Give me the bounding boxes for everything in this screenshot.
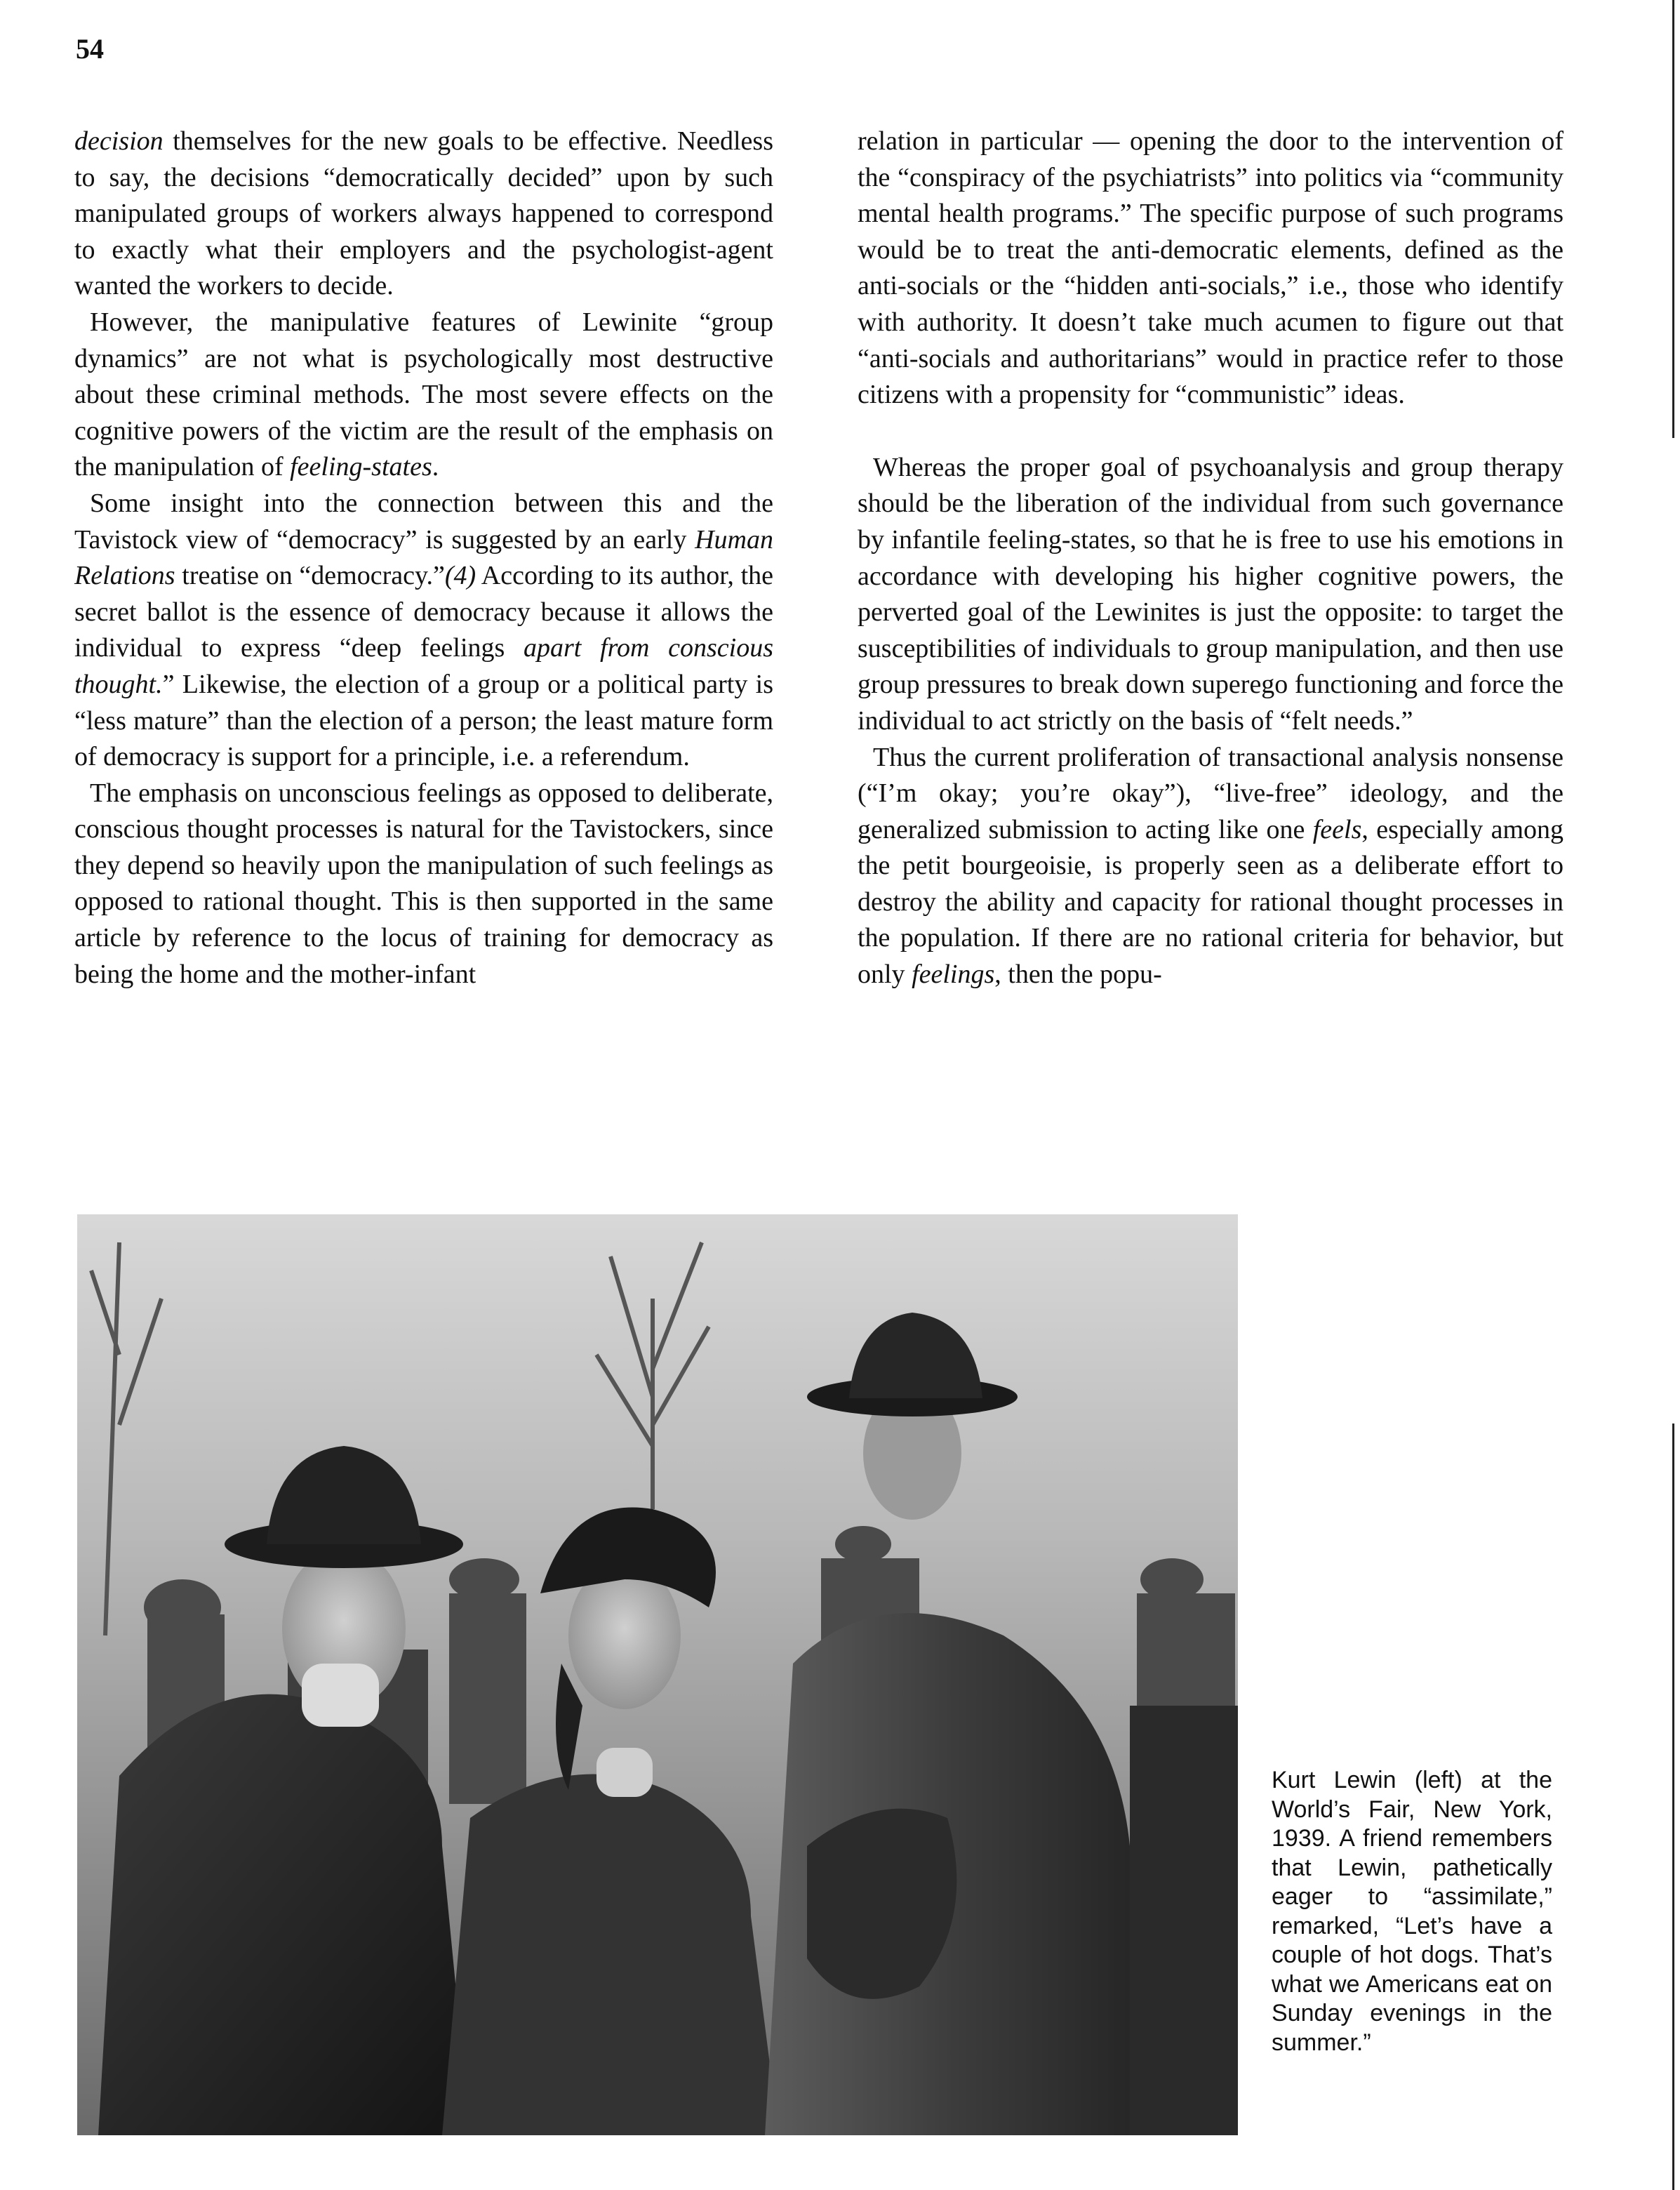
text-segment: , then the popu- <box>994 960 1162 990</box>
foreground-figure <box>1130 1706 1238 2135</box>
left-paragraph-4 <box>74 776 773 993</box>
text-segment: Whereas the proper goal of psychoanalysis and group therapy should be the liberation of the individual from such governance by infantile feeling-states, so that he is free to use his emotions in accordance with developing his higher cognitive powers, the perverted goal of the Lewinites is just the opposite: to target the susceptibilities of individuals to group manipulation, and then use group pressures to break down superego functioning and force the individual to act strictly on the basis of “felt needs.” <box>858 452 1564 736</box>
left-paragraph-1 <box>74 124 773 305</box>
text-segment: , especially among the petit bourgeoisie, is properly seen as a deliberate effort to destroy the ability and capacity for rational thought processes in the population. If there are no rational criteria for behavior, but only <box>858 814 1564 990</box>
left-paragraph-3 <box>74 486 773 776</box>
text-segment: relation in particular — opening the door to the intervention of the “conspiracy of the psychiatrists” into politics via “community mental health programs.” The specific purpose of such programs would be to treat the anti-democratic elements, defined as the anti-socials or the “hidden anti-socials,” i.e., those who identify with authority. It doesn’t take much acumen to figure out that “anti-socials and authoritarians” would in practice refer to those citizens with a propensity for “communistic” ideas. <box>858 126 1564 410</box>
right-column <box>858 124 1564 993</box>
page-number: 54 <box>76 33 104 65</box>
italic-text-segment: apart from conscious thought. <box>74 633 773 699</box>
italic-text-segment: decision <box>74 126 164 156</box>
left-column <box>74 124 773 993</box>
right-paragraph-3 <box>858 740 1564 993</box>
photograph-drawing <box>77 1214 1238 2135</box>
italic-text-segment: feels <box>1312 814 1362 844</box>
text-segment: Thus the current proliferation of transactional analysis nonsense (“I’m okay; you’re okay”), “live-free” ideology, and the generalized submission to acting like one <box>858 742 1564 844</box>
left-paragraph-2 <box>74 305 773 486</box>
text-segment: themselves for the new goals to be effective. Needless to say, the decisions “democratically decided” upon by such manipulated groups of workers always happened to correspond to exactly what their employers and the psychologist-agent wanted the workers to decide. <box>74 126 773 301</box>
text-segment: ” Likewise, the election of a group or a political party is “less mature” than the election of a person; the least mature form of democracy is support for a principle, i.e. a referendum. <box>74 669 773 772</box>
text-segment: The emphasis on unconscious feelings as opposed to deliberate, conscious thought processes is natural for the Tavistockers, since they depend so heavily upon the manipulation of such feelings as opposed to rational thought. This is then supported in the same article by reference to the locus of training for democracy as being the home and the mother-infant <box>74 778 773 989</box>
text-segment: Some insight into the connection between this and the Tavistock view of “democracy” is suggested by an early <box>74 488 773 555</box>
text-segment: However, the manipulative features of Lewinite “group dynamics” are not what is psychologically most destructive about these criminal methods. The most severe effects on the cognitive powers of the victim are the result of the emphasis on the manipulation of <box>74 307 773 482</box>
right-paragraph-1 <box>858 124 1564 413</box>
text-segment: . <box>432 452 439 482</box>
text-segment: According to its author, the secret ballot is the essence of democracy because it allows the individual to express “deep feelings <box>74 561 773 663</box>
italic-text-segment: feelings <box>912 960 995 990</box>
photo-caption: Kurt Lewin (left) at the World’s Fair, New York, 1939. A friend remembers that Lewin, pathetically eager to “assimilate,” remarked, “Let’s have a couple of hot dogs. That’s what we Americans eat on Sunday evenings in the summer.” <box>1272 1767 1552 2056</box>
text-segment: treatise on “democracy.” <box>175 561 445 591</box>
page-edge-rule <box>1672 0 1674 2190</box>
right-paragraph-2 <box>858 450 1564 740</box>
italic-text-segment: Human Relations <box>74 524 773 591</box>
italic-text-segment: (4) <box>444 561 476 591</box>
photograph-kurt-lewin-worlds-fair <box>77 1214 1238 2135</box>
italic-text-segment: feeling-states <box>290 452 432 482</box>
